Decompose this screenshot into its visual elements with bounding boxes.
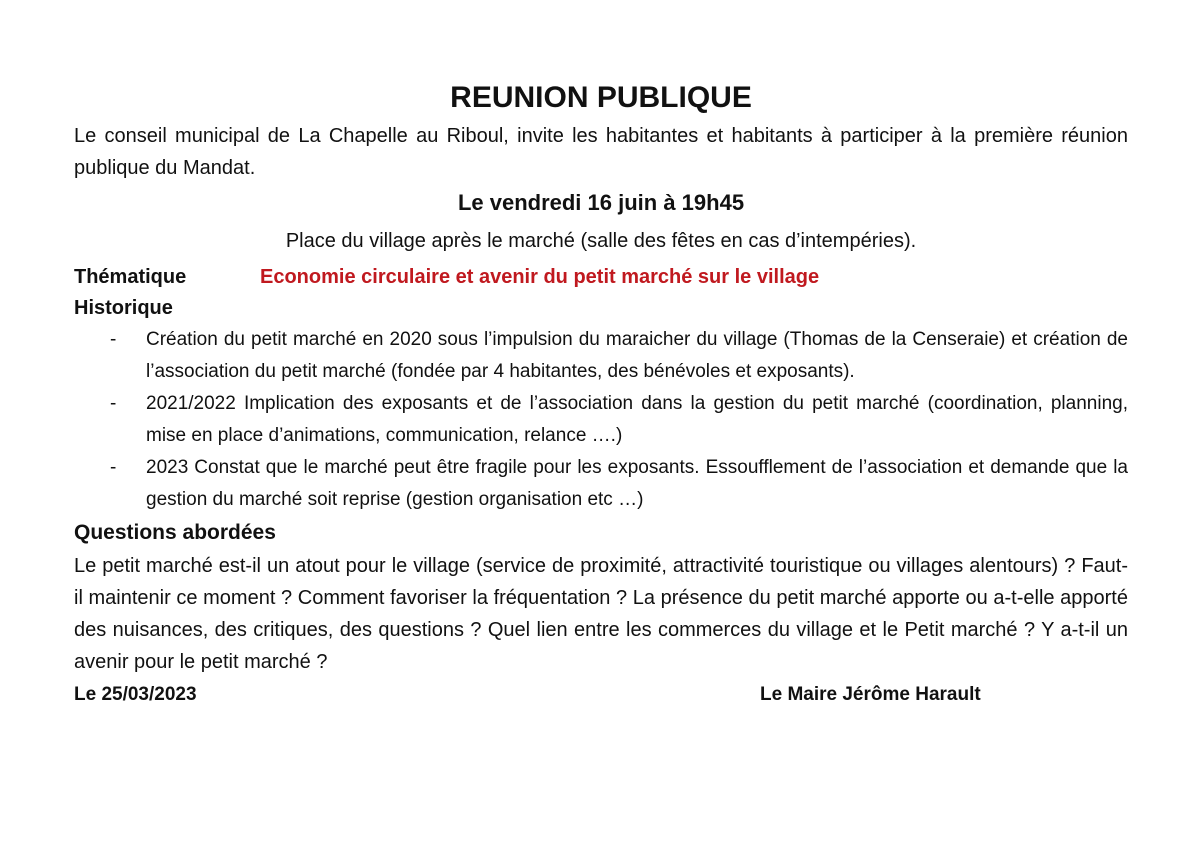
list-bullet: - xyxy=(110,329,117,350)
list-item-text: Création du petit marché en 2020 sous l’impulsion du maraicher du village (Thomas de la Censeraie) et création de l’association du petit marché (fondée par 4 habitantes, des bénévoles et exposants). xyxy=(146,329,1128,382)
mayor-signature: Le Maire Jérôme Harault xyxy=(760,684,981,705)
page-title: REUNION PUBLIQUE xyxy=(450,81,752,114)
list-item xyxy=(74,388,1128,452)
theme-row xyxy=(74,262,1128,292)
theme-label: Thématique xyxy=(74,266,187,288)
historique-heading: Historique xyxy=(74,297,173,319)
list-item xyxy=(74,452,1128,516)
questions-paragraph: Le petit marché est-il un atout pour le village (service de proximité, attractivité touristique ou villages alentours) ? Faut-il maintenir ce moment ? Comment favoriser la fréquentation ? La présence du petit marché apporte ou a-t-elle apporté des nuisances, des critiques, des questions ? Quel lien entre les commerces du village et le Petit marché ? Y a-t-il un avenir pour le petit marché ? xyxy=(74,555,1128,673)
questions-heading: Questions abordées xyxy=(74,521,276,544)
document-page xyxy=(74,78,1128,712)
list-item-text: 2023 Constat que le marché peut être fragile pour les exposants. Essoufflement de l’association et demande que la gestion du marché soit reprise (gestion organisation etc …) xyxy=(146,457,1128,510)
theme-value: Economie circulaire et avenir du petit marché sur le village xyxy=(260,266,820,288)
meeting-date: Le vendredi 16 juin à 19h45 xyxy=(457,190,745,215)
meeting-place: Place du village après le marché (salle des fêtes en cas d’intempéries). xyxy=(285,230,917,252)
intro-paragraph: Le conseil municipal de La Chapelle au Riboul, invite les habitantes et habitants à participer à la première réunion publique du Mandat. xyxy=(74,125,1128,179)
historique-list xyxy=(74,324,1128,516)
footer-date: Le 25/03/2023 xyxy=(74,684,197,705)
list-item xyxy=(74,324,1128,388)
list-bullet: - xyxy=(110,393,117,414)
list-bullet: - xyxy=(110,457,117,478)
footer-row xyxy=(74,678,1128,712)
list-item-text: 2021/2022 Implication des exposants et de l’association dans la gestion du petit marché (coordination, planning, mise en place d’animations, communication, relance ….) xyxy=(146,393,1128,446)
